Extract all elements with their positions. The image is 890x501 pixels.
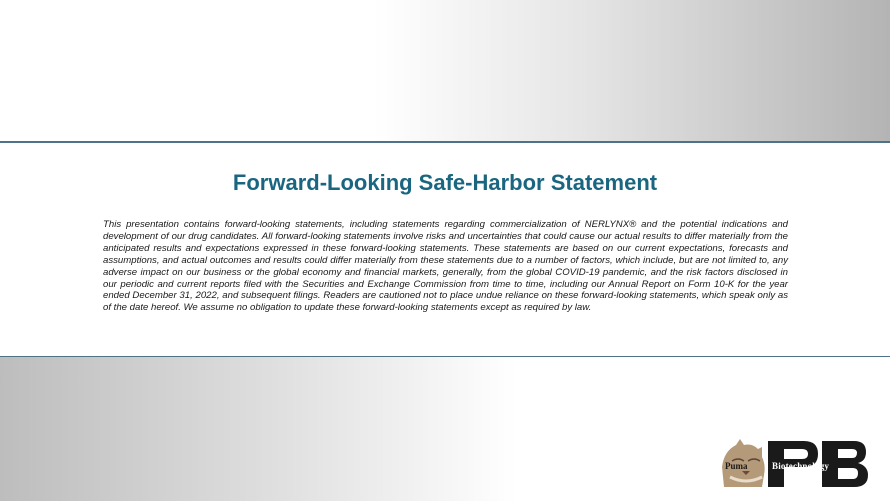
safe-harbor-body-text: This presentation contains forward-looking statements, including statements regarding commercialization of NERLYNX® and the potential indications and development of our drug candidates. All forward-looking statements involve risks and uncertainties that could cause our actual results to differ materially from the anticipated results and expectations expressed in these forward-looking statements. These statements are based on our current expectations, forecasts and assumptions, and actual outcomes and results could differ materially from these statements due to a number of factors, which include, but are not limited to, any adverse impact on our business or the global economy and financial markets, generally, from the global COVID-19 pandemic, and the risk factors disclosed in our periodic and current reports filed with the Securities and Exchange Commission from time to time, including our Annual Report on Form 10-K for the year ended December 31, 2022, and subsequent filings. Readers are cautioned not to place undue reliance on these forward-looking statements, which speak only as of the date hereof. We assume no obligation to update these forward-looking statements except as required by law. [103,219,788,314]
puma-biotechnology-logo [718,437,870,489]
slide-title: Forward-Looking Safe-Harbor Statement [232,170,658,195]
logo-text-puma: Puma [725,461,748,471]
logo-text-biotechnology: Biotechnology [772,461,830,471]
top-gradient-band [0,0,890,142]
